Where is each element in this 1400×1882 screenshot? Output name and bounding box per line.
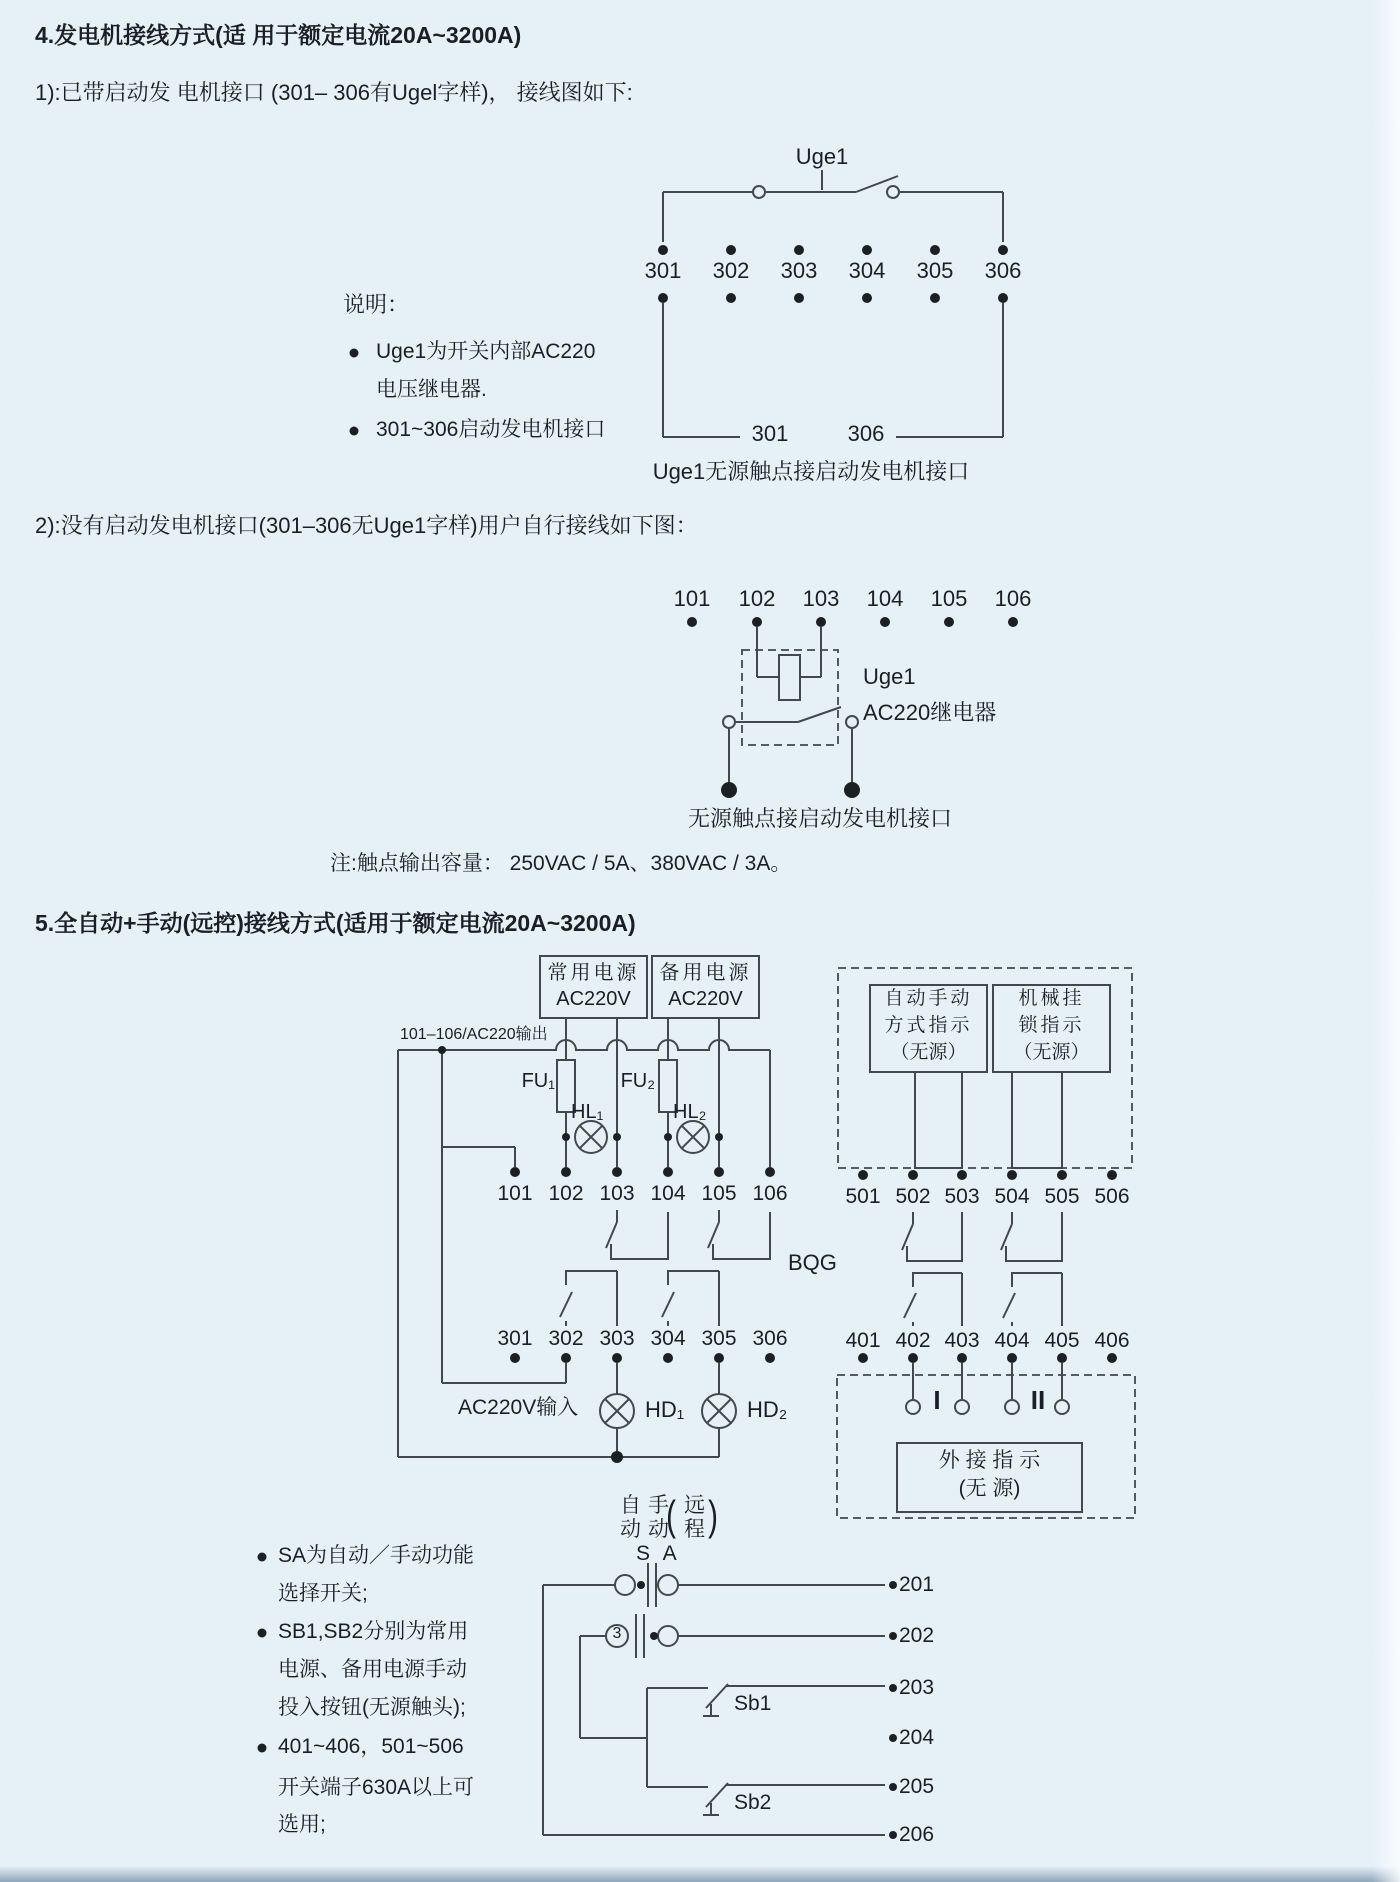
d3-lamp-hl2-label: HL₂ [673,1101,707,1123]
d3-lock-box-line2: 锁指示 [1018,1015,1085,1036]
d3-lamp-hd2-label: HD₂ [747,1397,788,1422]
d3-terminal-505: 505 [1044,1185,1080,1208]
d1-terminal-306: 306 [984,258,1022,283]
note-sa-line1: SA为自动／手动功能 [278,1544,475,1567]
d2-terminal-104: 104 [866,586,904,611]
sa-mode-manual-char2: 动 [648,1518,669,1541]
sa-mode-remote-char2: 程 [684,1518,705,1541]
d3-terminal-502: 502 [895,1185,931,1208]
note-sb-line1: SB1,SB2分别为常用 [278,1620,469,1643]
note-terminals-line1: 401~406，501~506 [278,1735,464,1758]
d3-auto-box-line1: 自动手动 [884,988,973,1009]
d3-fuse2-label: FU₂ [620,1070,655,1092]
d3-lamp-hd1-label: HD₁ [645,1397,685,1422]
d3-terminal-405: 405 [1044,1329,1080,1352]
d2-relay-type: AC220继电器 [863,700,997,725]
note-terminals-line2: 开关端子630A以上可 [278,1776,475,1799]
d3-terminal-404: 404 [994,1329,1030,1352]
section4-item1: 1):已带启动发 电机接口 (301– 306有Ugel字样)， 接线图如下: [35,80,633,105]
d3-terminal-506: 506 [1094,1185,1130,1208]
sa-switch-label: S A [636,1542,681,1565]
d1-terminal-304: 304 [848,258,886,283]
d1-note2: 301~306启动发电机接口 [376,418,606,441]
sa-circled-3: 3 [612,1625,622,1642]
d1-terminal-305: 305 [916,258,954,283]
diagram2-lines [723,627,858,784]
d2-terminal-102: 102 [738,586,776,611]
d2-caption: 无源触点接启动发电机接口 [687,806,952,831]
d3-terminal-504: 504 [994,1185,1030,1208]
d1-caption: Uge1无源触点接启动发电机接口 [652,459,970,484]
d3-normal-source-line1: 常用电源 [547,962,640,984]
sa-terminal-205: 205 [899,1775,935,1798]
page-right-edge [1372,0,1400,1882]
d3-terminal-406: 406 [1094,1329,1130,1352]
sa-mode-auto-char1: 自 [620,1494,641,1517]
d3-terminal-303: 303 [599,1327,635,1350]
d3-normal-source-line2: AC220V [556,988,631,1010]
sa-terminal-204: 204 [899,1726,935,1749]
d3-terminal-403: 403 [944,1329,980,1352]
d3-terminal-106: 106 [752,1182,788,1205]
d3-bus-label: 101–106/AC220输出 [400,1026,548,1043]
d2-terminal-103: 103 [802,586,840,611]
sa-mode-remote-char1: 远 [684,1494,705,1517]
d3-bqg-label: BQG [788,1250,837,1275]
d3-terminal-305: 305 [701,1327,737,1350]
section5-title: 5.全自动+手动(远控)接线方式(适用于额定电流20A~3200A) [35,910,636,936]
note-sb-line3: 投入按钮(无源触头); [278,1696,466,1719]
d3-reserve-source-line2: AC220V [668,988,743,1010]
d3-auto-box-line3: （无源） [890,1042,967,1063]
note-terminals-line3: 选用; [278,1813,326,1836]
d3-terminal-105: 105 [701,1182,737,1205]
d3-terminal-306: 306 [752,1327,788,1350]
d1-out-right-label: 306 [847,421,885,446]
sa-mode-auto-char2: 动 [620,1518,641,1541]
d3-reserve-source-line1: 备用电源 [659,962,752,984]
d3-fuse1-label: FU₁ [521,1070,555,1092]
diagram1-lines [663,170,1003,437]
d3-terminal-101: 101 [497,1182,533,1205]
d3-lock-box-line1: 机械挂 [1018,988,1085,1009]
sa-button-sb2-label: Sb2 [734,1791,772,1814]
d3-terminal-302: 302 [548,1327,584,1350]
sa-button-sb1-label: Sb1 [734,1692,772,1715]
d3-mark-II: II [1030,1385,1046,1415]
d3-terminal-501: 501 [845,1185,881,1208]
d1-terminal-301: 301 [644,258,682,283]
d3-ext-box-line1: 外 接 指 示 [938,1449,1041,1472]
d3-terminal-503: 503 [944,1185,980,1208]
d3-terminal-304: 304 [650,1327,686,1350]
sa-terminal-202: 202 [899,1624,935,1647]
sa-paren-left: ( [666,1492,676,1539]
d3-terminal-402: 402 [895,1329,931,1352]
section4-item2: 2):没有启动发电机接口(301–306无Uge1字样)用户自行接线如下图： [35,513,698,538]
sa-mode-manual-char1: 手 [648,1494,669,1517]
d1-note1-line1: Uge1为开关内部AC220 [376,340,596,363]
page-bottom-edge [0,1866,1400,1882]
d1-relay-label: Uge1 [795,144,849,169]
d1-note1-line2: 电压继电器. [376,378,487,401]
d3-mark-I: I [933,1385,941,1415]
sa-terminal-203: 203 [899,1676,935,1699]
d3-terminal-401: 401 [845,1329,881,1352]
sa-terminal-201: 201 [899,1573,935,1596]
d1-terminal-303: 303 [780,258,818,283]
d3-auto-box-line2: 方式指示 [884,1015,973,1036]
note-sa-line2: 选择开关; [278,1582,368,1605]
d2-terminal-101: 101 [673,586,711,611]
d3-terminal-103: 103 [599,1182,635,1205]
section4-title: 4.发电机接线方式(适 用于额定电流20A~3200A) [35,22,522,48]
d3-terminal-301: 301 [497,1327,533,1350]
d3-terminal-102: 102 [548,1182,584,1205]
sa-terminal-206: 206 [899,1823,935,1846]
d2-relay-label: Uge1 [863,664,916,689]
d3-ac-input-label: AC220V输入 [458,1396,579,1419]
d2-terminal-105: 105 [930,586,968,611]
sa-paren-right: ) [708,1492,718,1539]
d2-note: 注:触点输出容量： 250VAC / 5A、380VAC / 3A。 [330,852,792,875]
d1-out-left-label: 301 [751,421,789,446]
d2-terminal-106: 106 [994,586,1032,611]
d3-ext-box-line2: (无 源) [958,1477,1021,1500]
d1-notes-title: 说明： [343,292,410,317]
d3-lock-box-line3: （无源） [1013,1042,1090,1063]
sa-circuit-lines [543,1563,885,1835]
d1-terminal-302: 302 [712,258,750,283]
d3-terminal-104: 104 [650,1182,686,1205]
d3-lamp-hl1-label: HL₁ [571,1101,604,1123]
note-sb-line2: 电源、备用电源手动 [278,1658,467,1681]
